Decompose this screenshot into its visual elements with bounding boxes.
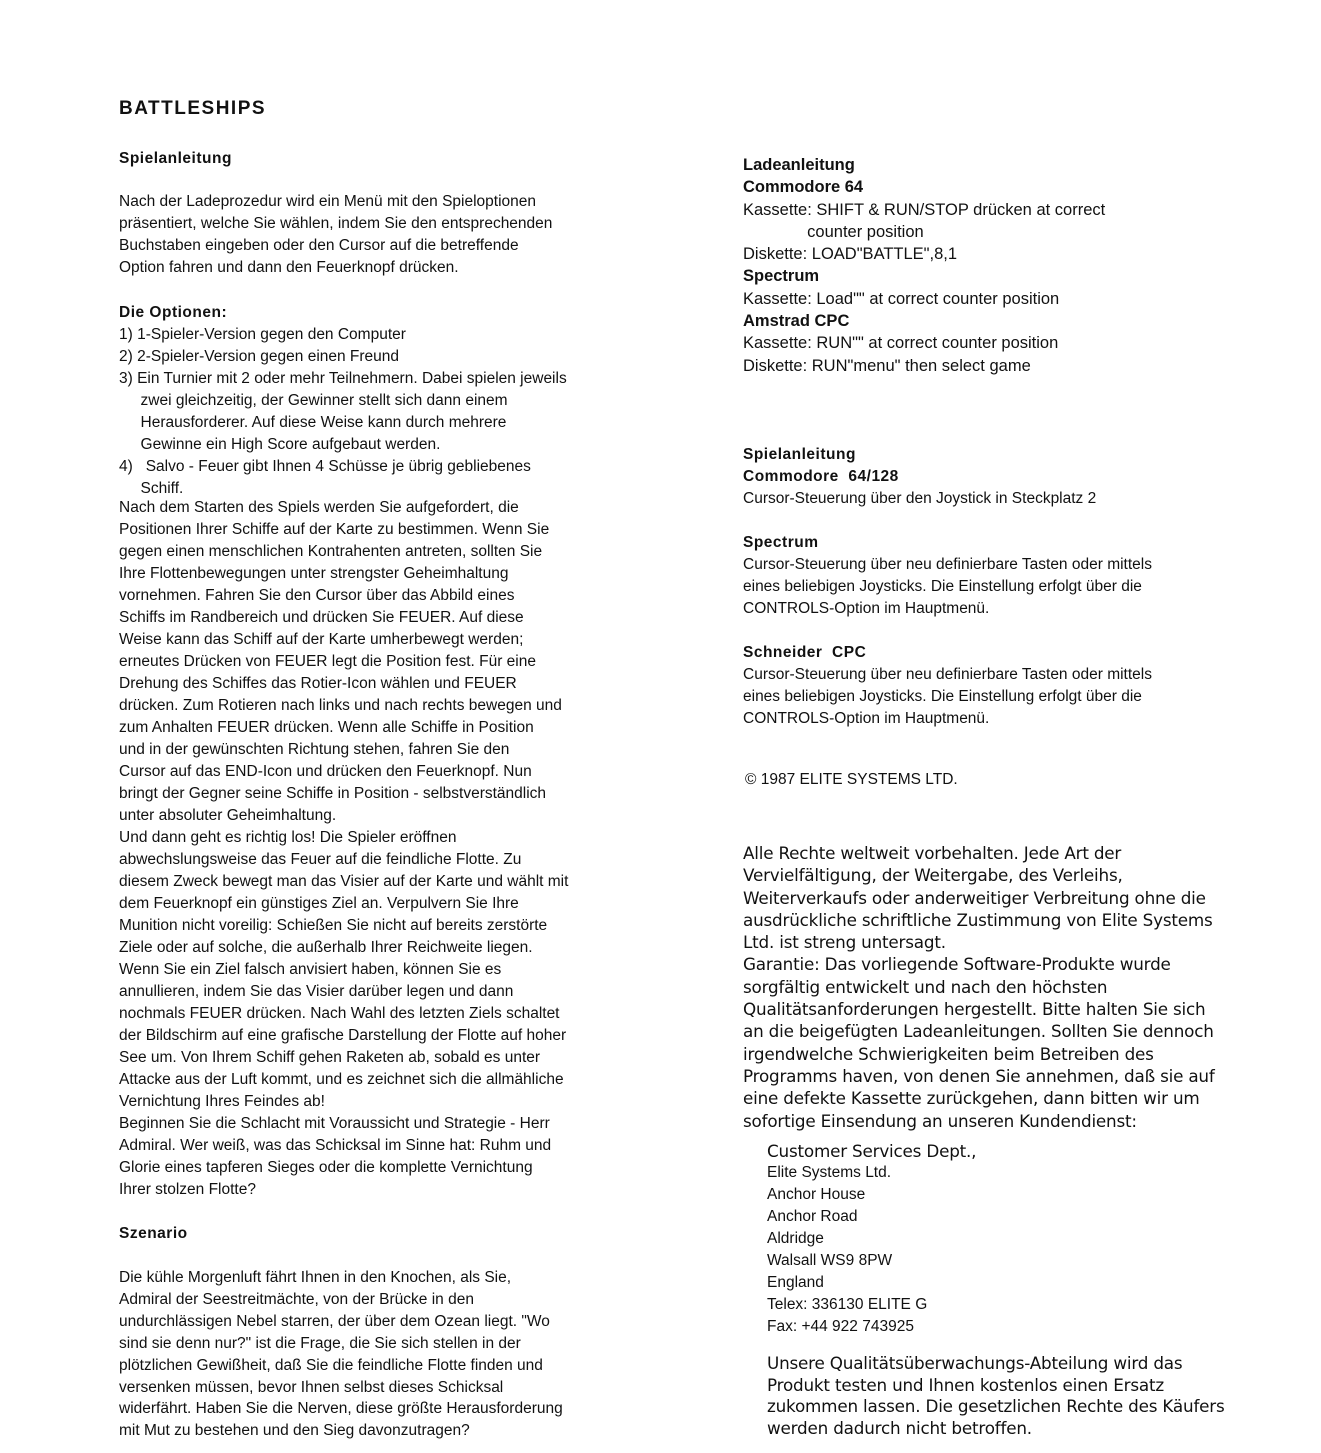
text-line: counter position xyxy=(743,222,924,241)
text-line: Nach der Ladeprozedur wird ein Menü mit den Spieloptionen xyxy=(119,193,537,210)
options-list xyxy=(119,324,567,500)
heading-scenario: Szenario xyxy=(119,1225,188,1242)
text-line: Programms haven, von denen Sie annehmen, daß sie auf xyxy=(743,1065,1215,1086)
text-line: Admiral. Wer weiß, was das Schicksal im Sinne hat: Ruhm und xyxy=(119,1137,552,1154)
text-line: ausdrückliche schriftliche Zustimmung von Elite Systems xyxy=(743,909,1213,930)
text-line: zum Anhalten FEUER drücken. Wenn alle Schiffe in Position xyxy=(119,719,534,736)
text-line: 1) 1-Spieler-Version gegen den Computer xyxy=(119,326,406,343)
text-line: Glorie eines tapferen Sieges oder die komplette Vernichtung xyxy=(119,1159,533,1176)
address-first-line: Customer Services Dept., xyxy=(767,1141,977,1161)
text-line: Admiral der Seestreitmächte, von der Brücke in den xyxy=(119,1290,474,1308)
heading-controls: Spielanleitung xyxy=(743,446,856,463)
text-line: Weise kann das Schiff auf der Karte umherbewegt werden; xyxy=(119,631,524,648)
text-line: Positionen Ihrer Schiffe auf der Karte zu bestimmen. Wenn Sie xyxy=(119,521,550,538)
text-line: gegen einen menschlichen Kontrahenten antreten, sollten Sie xyxy=(119,543,543,560)
text-line: präsentiert, welche Sie wählen, indem Sie den entsprechenden xyxy=(119,215,553,232)
text-line: Spectrum xyxy=(743,267,820,286)
text-line: annullieren, indem Sie das Visier darüber legen und dann xyxy=(119,983,514,1000)
text-line: 2) 2-Spieler-Version gegen einen Freund xyxy=(119,348,400,365)
text-line: Walsall WS9 8PW xyxy=(767,1252,893,1269)
heading-instructions: Spielanleitung xyxy=(119,150,232,167)
text-line: zwei gleichzeitig, der Gewinner stellt sich dann einem xyxy=(119,392,508,409)
text-line: unter absoluter Geheimhaltung. xyxy=(119,807,337,824)
text-line: irgendwelche Schwierigkeiten beim Betreiben des xyxy=(743,1043,1154,1064)
document-title: BATTLESHIPS xyxy=(119,98,267,119)
text-line: Attacke aus der Luft kommt, und es zeichnet sich die allmähliche xyxy=(119,1071,564,1088)
text-line: Ziele oder auf solche, die außerhalb Ihrer Reichweite liegen. xyxy=(119,939,533,956)
text-line: und in der gewünschten Richtung stehen, fahren Sie den xyxy=(119,741,510,758)
text-line: dem Feuerknopf ein günstiges Ziel an. Verpulvern Sie Ihre xyxy=(119,895,519,912)
text-line: sorgfältig entwickelt und nach den höchsten xyxy=(743,976,1108,997)
text-line: Anchor House xyxy=(767,1186,866,1203)
intro-paragraph xyxy=(119,191,552,279)
c64-controls xyxy=(743,488,1096,510)
text-line: Anchor Road xyxy=(767,1208,858,1225)
text-line: sind sie denn nur?" ist die Frage, die Sie sich stellen in der xyxy=(119,1334,521,1352)
text-line: Produkt testen und Ihnen kostenlos einen Ersatz xyxy=(767,1374,1164,1395)
text-line: Ihre Flottenbewegungen unter strengster Geheimhaltung xyxy=(119,565,509,582)
text-line: versenken müssen, bevor Ihnen selbst dieses Schicksal xyxy=(119,1378,504,1396)
text-line: plötzlichen Gewißheit, daß Sie die feindliche Flotte finden und xyxy=(119,1356,543,1374)
heading-options: Die Optionen: xyxy=(119,304,228,321)
text-line: Kassette: Load"" at correct counter position xyxy=(743,289,1060,308)
text-line: erneutes Drücken von FEUER legt die Position fest. Für eine xyxy=(119,653,536,670)
text-line: 4) Salvo - Feuer gibt Ihnen 4 Schüsse je übrig gebliebenes xyxy=(119,458,531,475)
text-line: England xyxy=(767,1274,824,1291)
text-line: an die beigefügten Ladeanleitungen. Sollten Sie dennoch xyxy=(743,1021,1214,1042)
text-line: Aldridge xyxy=(767,1230,824,1247)
copyright: © 1987 ELITE SYSTEMS LTD. xyxy=(745,771,958,788)
text-line: Herausforderer. Auf diese Weise kann durch mehrere xyxy=(119,414,507,431)
text-line: Kassette: SHIFT & RUN/STOP drücken at correct xyxy=(743,200,1106,219)
text-line: Vervielfältigung, der Weitergabe, des Verleihs, xyxy=(743,865,1123,886)
text-line: Und dann geht es richtig los! Die Spieler eröffnen xyxy=(119,829,457,846)
text-line: Diskette: LOAD"BATTLE",8,1 xyxy=(743,245,958,264)
text-line: mit Mut zu bestehen und den Sieg davonzutragen? xyxy=(119,1422,470,1440)
text-line: bringt der Gegner seine Schiffe in Position - selbstverständlich xyxy=(119,785,547,802)
text-line: eines beliebigen Joysticks. Die Einstellung erfolgt über die xyxy=(743,578,1142,595)
text-line: nochmals FEUER drücken. Nach Wahl des letzten Ziels schaltet xyxy=(119,1005,560,1022)
cpc-controls xyxy=(743,664,1152,730)
text-line: undurchlässigen Nebel starren, der über dem Ozean liegt. "Wo xyxy=(119,1312,550,1330)
text-line: sofortige Einsendung an unseren Kundendienst: xyxy=(743,1110,1137,1131)
heading-c64: Commodore 64/128 xyxy=(743,468,899,485)
text-line: Schiffs im Randbereich und drücken Sie FEUER. Auf diese xyxy=(119,609,524,626)
legal-paragraph xyxy=(743,842,1215,1132)
text-line: Ladeanleitung xyxy=(743,156,855,174)
text-line: vornehmen. Fahren Sie den Cursor über das Abbild eines xyxy=(119,587,515,604)
text-line: Telex: 336130 ELITE G xyxy=(767,1296,928,1313)
text-line: Fax: +44 922 743925 xyxy=(767,1318,914,1335)
scenario-paragraph xyxy=(119,1267,563,1442)
text-line: Garantie: Das vorliegende Software-Produkte wurde xyxy=(743,954,1171,975)
text-line: eines beliebigen Joysticks. Die Einstellung erfolgt über die xyxy=(743,688,1142,705)
text-line: Unsere Qualitätsüberwachungs-Abteilung wird das xyxy=(767,1353,1183,1373)
text-line: Elite Systems Ltd. xyxy=(767,1164,892,1181)
spectrum-controls xyxy=(743,554,1152,620)
text-line: Ihrer stolzen Flotte? xyxy=(119,1181,256,1198)
text-line: Diskette: RUN"menu" then select game xyxy=(743,356,1031,375)
text-line: Qualitätsanforderungen hergestellt. Bitte halten Sie sich xyxy=(743,999,1206,1020)
text-line: Cursor-Steuerung über den Joystick in Steckplatz 2 xyxy=(743,490,1097,507)
text-line: Cursor-Steuerung über neu definierbare Tasten oder mittels xyxy=(743,556,1152,573)
text-line: Commodore 64 xyxy=(743,178,864,197)
text-line: Amstrad CPC xyxy=(743,312,850,331)
text-line: Kassette: RUN"" at correct counter position xyxy=(743,334,1059,353)
text-line: Wenn Sie ein Ziel falsch anvisiert haben, können Sie es xyxy=(119,961,502,978)
text-line: Munition nicht voreilig: Schießen Sie nicht auf bereits zerstörte xyxy=(119,917,548,934)
text-line: See um. Von Ihrem Schiff gehen Raketen ab, sobald es unter xyxy=(119,1049,541,1066)
text-line: Buchstaben eingeben oder den Cursor auf die betreffende xyxy=(119,237,519,254)
text-line: Alle Rechte weltweit vorbehalten. Jede Art der xyxy=(743,843,1122,863)
text-line: drücken. Zum Rotieren nach links und nach rechts bewegen und xyxy=(119,697,562,714)
text-line: Weiterverkaufs oder anderweitiger Verbreitung ohne die xyxy=(743,887,1206,908)
text-line: Vernichtung Ihres Feindes ab! xyxy=(119,1093,325,1110)
text-line: der Bildschirm auf eine grafische Darstellung der Flotte auf hoher xyxy=(119,1027,567,1044)
text-line: Cursor-Steuerung über neu definierbare Tasten oder mittels xyxy=(743,666,1152,683)
text-line: Ltd. ist streng untersagt. xyxy=(743,932,946,953)
text-line: zukommen lassen. Die gesetzlichen Rechte des Käufers xyxy=(767,1396,1225,1417)
text-line: werden dadurch nicht betroffen. xyxy=(767,1418,1032,1439)
text-line: Die kühle Morgenluft fährt Ihnen in den Knochen, als Sie, xyxy=(119,1269,512,1286)
text-line: Nach dem Starten des Spiels werden Sie aufgefordert, die xyxy=(119,499,519,516)
text-line: Drehung des Schiffes das Rotier-Icon wählen und FEUER xyxy=(119,675,517,692)
text-line: diesem Zweck bewegt man das Visier auf der Karte und wählt mit xyxy=(119,873,569,890)
text-line: Beginnen Sie die Schlacht mit Voraussicht und Strategie - Herr xyxy=(119,1115,550,1132)
main-paragraph xyxy=(119,497,568,1201)
closing-paragraph xyxy=(767,1353,1225,1440)
text-line: Schiff. xyxy=(119,480,184,497)
heading-spectrum: Spectrum xyxy=(743,534,819,551)
text-line: Option fahren und dann den Feuerknopf drücken. xyxy=(119,259,459,276)
text-line: abwechslungsweise das Feuer auf die feindliche Flotte. Zu xyxy=(119,851,522,868)
text-line: 3) Ein Turnier mit 2 oder mehr Teilnehmern. Dabei spielen jeweils xyxy=(119,370,567,387)
text-line: Gewinne ein High Score aufgebaut werden. xyxy=(119,436,441,453)
text-line: widerfährt. Haben Sie die Nerven, diese größte Herausforderung xyxy=(119,1400,563,1418)
text-line: CONTROLS-Option im Hauptmenü. xyxy=(743,710,990,727)
text-line: eine defekte Kassette zurückgehen, dann bitten wir um xyxy=(743,1088,1200,1109)
heading-cpc: Schneider CPC xyxy=(743,644,867,661)
address-block xyxy=(767,1162,927,1338)
text-line: Cursor auf das END-Icon und drücken den Feuerknopf. Nun xyxy=(119,763,532,780)
loading-instructions xyxy=(743,154,1105,377)
text-line: CONTROLS-Option im Hauptmenü. xyxy=(743,600,990,617)
